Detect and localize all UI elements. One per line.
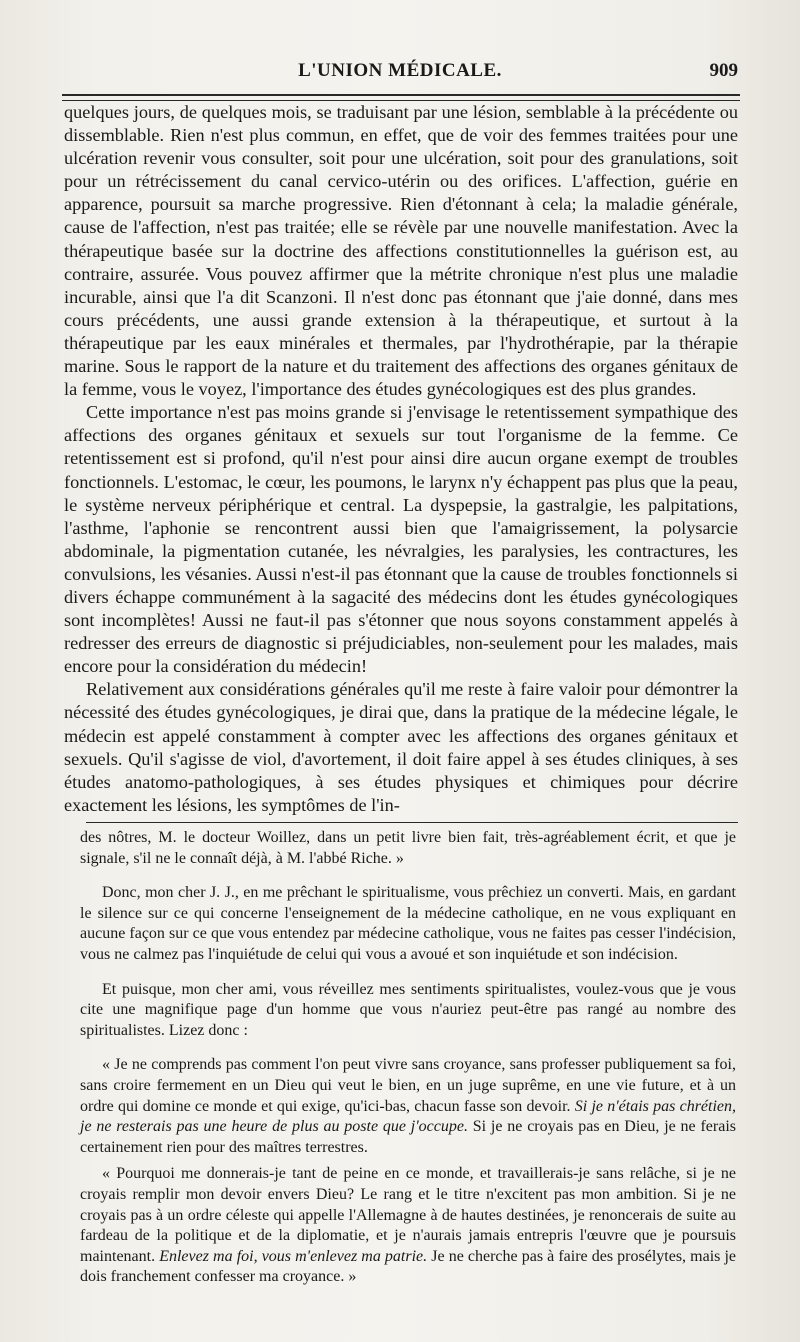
- journal-title: L'UNION MÉDICALE.: [298, 60, 502, 81]
- footnotes: [80, 828, 736, 1294]
- paragraph: Cette importance n'est pas moins grande si j'envisage le retentissement sympathique des affections des organes génitaux et sexuels sur tout l'organisme de la femme. Ce retentissement est si profond, qu'il n'est pour ainsi dire aucun organe exempt de troubles fonctionnels. L'estomac, le cœur, les poumons, le larynx n'y échappent pas plus que la peau, le système nerveux périphérique et central. La dyspepsie, la gastralgie, les palpitations, l'asthme, l'aphonie se rencontrent aussi bien que l'amaigrissement, la polysarcie abdominale, la pigmentation cutanée, les névralgies, les paralysies, les contractures, les convulsions, les vésanies. Aussi n'est-il pas étonnant que la cause de troubles fonctionnels si divers échappe communément à la sagacité des médecins dont les études gynécologiques sont incomplètes! Aussi ne faut-il pas s'étonner que nous soyons constamment appelés à redresser des erreurs de diagnostic si préjudiciables, non-seulement pour les malades, mais encore pour la considération du médecin!: [64, 402, 738, 677]
- paragraph: Relativement aux considérations générales qu'il me reste à faire valoir pour démontrer la nécessité des études gynécologiques, je dirai que, dans la pratique de la médecine légale, le médecin est appelé constamment à compter avec les affections des organes génitaux et sexuels. Qu'il s'agisse de viol, d'avortement, il doit faire appel à ses études cliniques, à ses études anatomo-pathologiques, à ses études physiques et chimiques pour décrire exactement les lésions, les symptômes de l'in-: [64, 679, 738, 815]
- quote-text: « Je ne comprends pas comment l'on peut vivre sans croyance, sans professer publiquement sa foi, sans croire fermement en un Dieu qui veut le bien, en un juge suprême, en une vie future, et à un ordre qui domine ce monde et qui exige, qu'ici-bas, chacun fasse son devoir.: [80, 1056, 736, 1115]
- quote-text: Je ne cherche pas à faire des prosélytes, mais je dois franchement confesser ma croyance. »: [80, 1247, 737, 1286]
- quote-italic: Si je n'étais pas chrétien, je ne resterais pas une heure de plus au poste que j'occupe.: [80, 1097, 737, 1136]
- quote-italic: Enlevez ma foi, vous m'enlevez ma patrie.: [159, 1247, 428, 1265]
- footnote-rule: [86, 822, 738, 823]
- footnote-paragraph: des nôtres, M. le docteur Woillez, dans un petit livre bien fait, très-agréablement écrit, et que je signale, s'il ne le connaît déjà, à M. l'abbé Riche. »: [80, 829, 736, 867]
- quote-text: Si je ne croyais pas en Dieu, je ne ferais certainement rien pour des maîtres terrestres.: [80, 1118, 736, 1156]
- footnote-quote: [80, 1055, 736, 1158]
- page-number: 909: [709, 60, 738, 81]
- footnote-paragraph: Et puisque, mon cher ami, vous réveillez mes sentiments spiritualistes, voulez-vous que je vous cite une magnifique page d'un homme que vous n'auriez peut-être pas rangé au nombre des spiritualistes. Lizez donc :: [80, 980, 736, 1039]
- running-header: [62, 56, 738, 90]
- paragraph: quelques jours, de quelques mois, se traduisant par une lésion, semblable à la précédente ou dissemblable. Rien n'est plus commun, en effet, que de voir des femmes traitées pour une ulcération revenir vous consulter, soit pour une ulcération, soit pour des granulations, soit pour un rétrécissement du canal cervico-utérin ou des orifices. L'affection, guérie en apparence, poursuit sa marche progressive. Rien d'étonnant à cela; la maladie générale, cause de l'affection, n'est pas traitée; elle se révèle par une nouvelle manifestation. Avec la thérapeutique basée sur la doctrine des affections constitutionnelles la guérison est, au contraire, assurée. Vous pouvez affirmer que la métrite chronique n'est plus une maladie incurable, ainsi que l'a dit Scanzoni. Il n'est donc pas étonnant que j'aie donné, dans mes cours précédents, une aussi grande extension à la thérapeutique, et surtout à la thérapeutique par les eaux minérales et thermales, par l'hydrothérapie, par la thérapie marine. Sous le rapport de la nature et du traitement des affections des organes génitaux de la femme, vous le voyez, l'importance des études gynécologiques est des plus grandes.: [64, 102, 738, 400]
- main-text: [64, 101, 738, 817]
- header-rule: [62, 94, 740, 96]
- footnote-quote: [80, 1164, 736, 1288]
- quote-text: « Pourquoi me donnerais-je tant de peine en ce monde, et travaillerais-je sans relâche, si je ne croyais remplir mon devoir envers Dieu? Le rang et le titre n'excitent pas mon ambition. Si je ne croyais pas à un ordre céleste qui appelle l'Allemagne à de hautes destinées, je renoncerais de suite au fardeau de la politique et de la diplomatie, et je n'aurais jamais entrepris l'œuvre que je poursuis maintenant.: [80, 1165, 736, 1265]
- footnote-paragraph: Donc, mon cher J. J., en me prêchant le spiritualisme, vous prêchiez un converti. Mais, en gardant le silence sur ce qui concerne l'enseignement de la médecine catholique, en ne vous expliquant en aucune façon sur ce que vous entendez par médecine catholique, vous ne faites pas cesser l'indécision, vous ne calmez pas l'inquiétude de celui qui vous a avoué et son inquiétude et son indécision.: [80, 884, 736, 963]
